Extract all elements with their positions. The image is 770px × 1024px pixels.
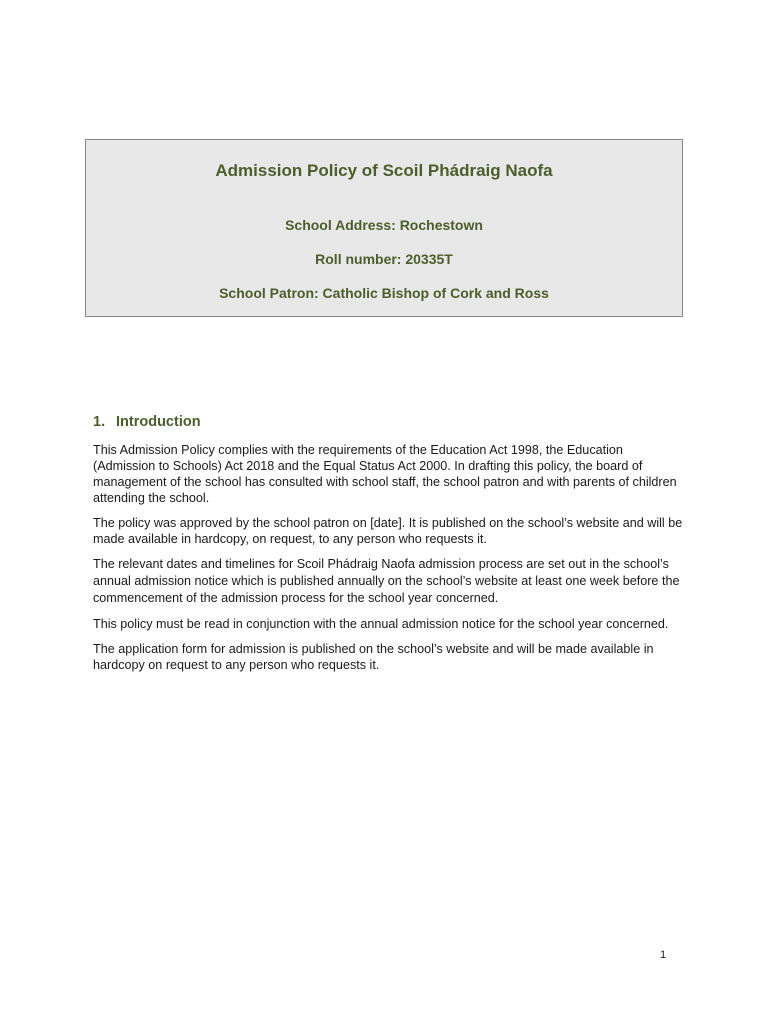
school-address: School Address: Rochestown [285,217,483,233]
roll-number: Roll number: 20335T [315,251,453,267]
section-number: 1. [93,414,106,430]
page-number: 1 [660,949,667,961]
title-box [85,139,683,317]
paragraph-compliance: This Admission Policy complies with the requirements of the Education Act 1998, the Education (Admission to Schools) Act 2018 and the Equal Status Act 2000. In drafting this policy, the board of management of the school has consulted with school staff, the school patron and with parents of children attending the school. [93,443,677,505]
document-title: Admission Policy of Scoil Phádraig Naofa [215,161,553,180]
paragraph-dates: The relevant dates and timelines for Scoil Phádraig Naofa admission process are set out in the school’s annual admission notice which is published annually on the school’s website at least one week before the commencement of the admission process for the school year concerned. [93,557,680,605]
paragraph-conjunction: This policy must be read in conjunction with the annual admission notice for the school year concerned. [93,617,669,631]
section-title: Introduction [116,414,201,430]
paragraph-application-form: The application form for admission is published on the school’s website and will be made available in hardcopy on request to any person who requests it. [93,642,654,672]
school-patron: School Patron: Catholic Bishop of Cork and Ross [219,285,549,301]
introduction-section [93,414,683,682]
section-heading [93,414,683,430]
paragraph-approval: The policy was approved by the school patron on [date]. It is published on the school’s website and will be made available in hardcopy, on request, to any person who requests it. [93,516,683,546]
